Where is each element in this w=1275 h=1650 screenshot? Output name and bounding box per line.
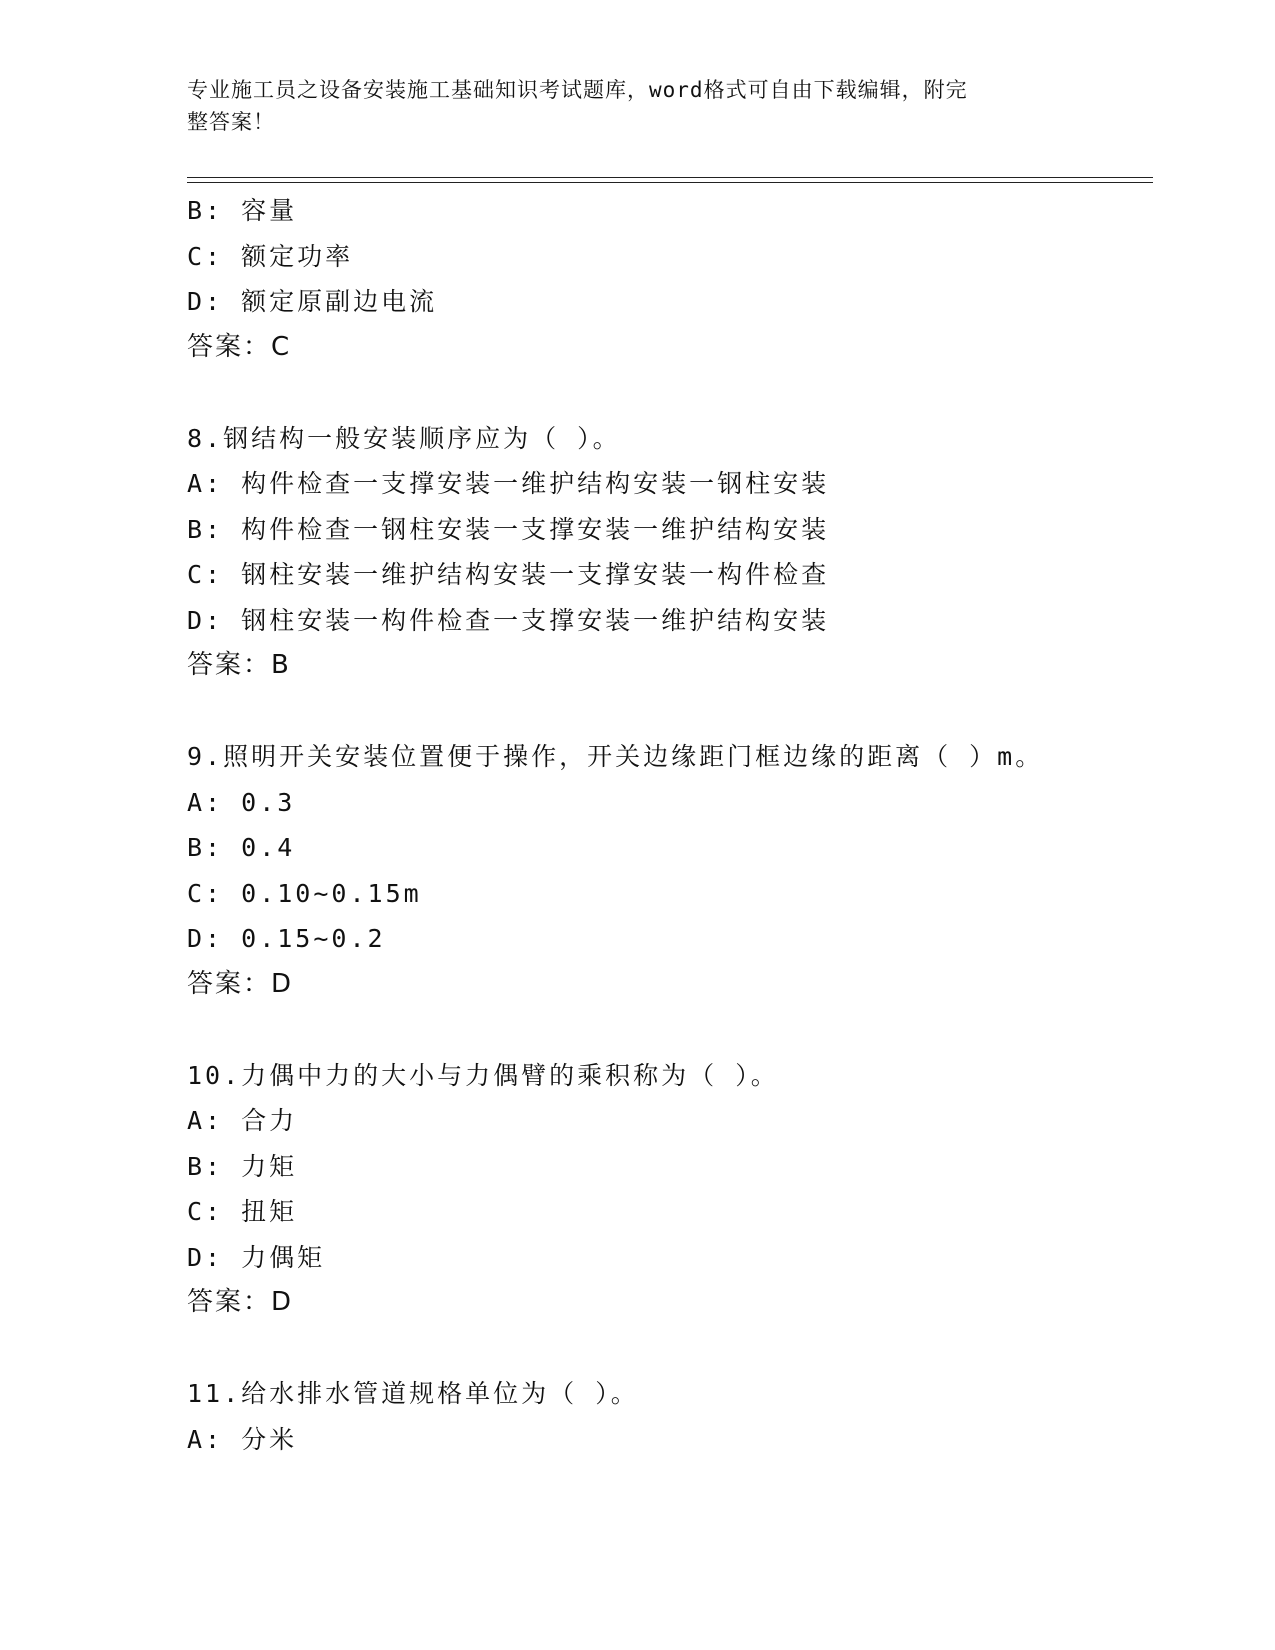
option-b: B: 构件检查一钢柱安装一支撑安装一维护结构安装 — [187, 514, 830, 544]
document-header — [187, 74, 1067, 138]
question-7 — [187, 188, 1147, 370]
answer-line: 答案：D — [187, 1287, 294, 1317]
option-a: A: 合力 — [187, 1106, 298, 1135]
header-divider-top — [187, 177, 1153, 178]
answer-line: 答案：C — [187, 331, 292, 362]
option-b: B: 容量 — [187, 196, 298, 225]
header-line-1: 专业施工员之设备安装施工基础知识考试题库，word格式可自由下载编辑，附完 — [187, 78, 968, 102]
question-10 — [187, 1053, 1147, 1326]
option-d: D: 钢柱安装一构件检查一支撑安装一维护结构安装 — [187, 605, 830, 635]
option-c: C: 钢柱安装一维护结构安装一支撑安装一构件检查 — [187, 560, 830, 589]
option-d: D: 0.15~0.2 — [187, 924, 386, 953]
option-b: B: 0.4 — [187, 833, 296, 862]
spacer — [187, 370, 1147, 416]
option-d: D: 额定原副边电流 — [187, 287, 438, 316]
option-d: D: 力偶矩 — [187, 1242, 326, 1272]
spacer — [187, 1326, 1147, 1372]
option-a: A: 构件检查一支撑安装一维护结构安装一钢柱安装 — [187, 469, 830, 498]
option-a: A: 0.3 — [187, 787, 296, 817]
option-a: A: 分米 — [187, 1424, 298, 1454]
question-text: 10.力偶中力的大小与力偶臂的乘积称为（ ）。 — [187, 1060, 779, 1090]
spacer — [187, 689, 1147, 735]
header-divider-bottom — [187, 182, 1153, 183]
option-c: C: 0.10~0.15m — [187, 878, 422, 908]
question-text: 11.给水排水管道规格单位为（ ）。 — [187, 1379, 639, 1408]
answer-line: 答案：B — [187, 650, 291, 680]
answer-line: 答案：D — [187, 968, 294, 999]
spacer — [187, 1007, 1147, 1053]
option-c: C: 额定功率 — [187, 241, 354, 271]
question-text: 8.钢结构一般安装顺序应为（ ）。 — [187, 423, 621, 453]
question-8 — [187, 416, 1147, 689]
option-c: C: 扭矩 — [187, 1197, 298, 1226]
question-11 — [187, 1371, 1147, 1462]
question-list — [187, 188, 1147, 1462]
header-line-2: 整答案！ — [187, 110, 275, 134]
option-b: B: 力矩 — [187, 1151, 298, 1181]
question-9 — [187, 734, 1147, 1007]
question-text: 9.照明开关安装位置便于操作，开关边缘距门框边缘的距离（ ）m。 — [187, 742, 1044, 771]
